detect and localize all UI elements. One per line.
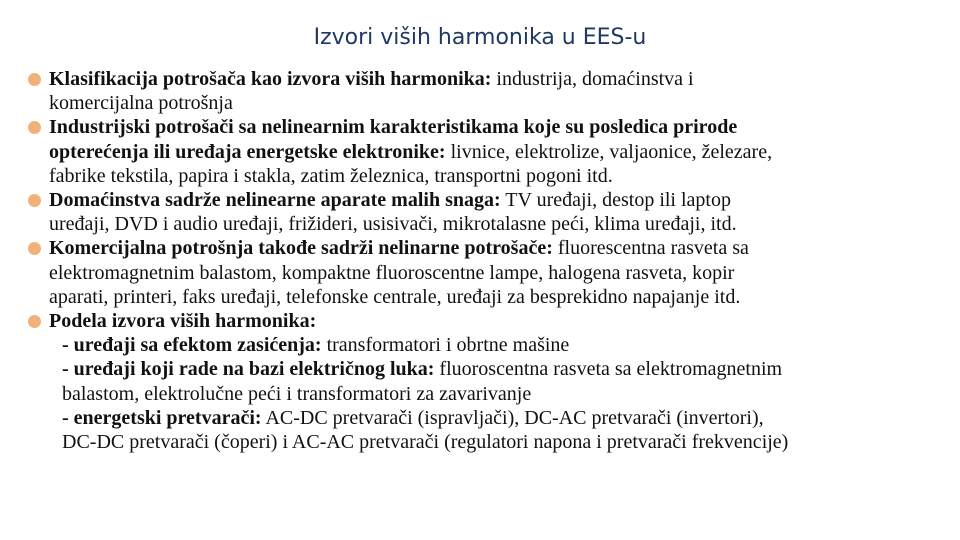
sub-item-bold-text: - uređaji koji rade na bazi električnog luka: [62, 358, 435, 381]
bullet-bold-text: Domaćinstva sadrže nelinearne aparate malih snaga: [49, 189, 501, 212]
bullet-continuation: aparati, printeri, faks uređaji, telefonske centrale, uređaji za besprekidno napajanje itd. [49, 285, 741, 308]
sub-item-continuation: balastom, elektrolučne peći i transformatori za zavarivanje [62, 382, 532, 405]
bullet-bold-text: Podela izvora viših harmonika: [49, 310, 317, 333]
bullet-dot-icon [28, 73, 41, 86]
bullet-dot-icon [28, 242, 41, 255]
slide-title: Izvori viših harmonika u EES-u [313, 25, 647, 50]
bullet-line [49, 188, 948, 212]
sub-item-continuation: DC-DC pretvarači (čoperi) i AC-AC pretvarači (regulatori napona i pretvarači frekvencije) [62, 431, 789, 454]
sub-item-text: transformatori i obrtne mašine [321, 334, 570, 357]
bullet-text: fluorescentna rasveta sa [552, 237, 749, 260]
bullet-item-households [28, 188, 948, 236]
bullet-text: industrija, domaćinstva i [491, 68, 694, 90]
bullet-item-division [28, 309, 948, 333]
bullet-item-industrial [28, 115, 948, 188]
sub-item-text: AC-DC pretvarači (ispravljači), DC-AC pretvarači (invertori), [261, 406, 764, 429]
sub-item-saturation [28, 333, 948, 357]
bullet-line [49, 115, 948, 139]
bullet-line [49, 309, 948, 333]
bullet-line [49, 67, 948, 91]
bullet-bold-text: Industrijski potrošači sa nelinearnim karakteristikama koje su posledica prirode [49, 116, 738, 139]
bullet-continuation: elektromagnetnim balastom, kompaktne fluoroscentne lampe, halogena rasveta, kopir [49, 261, 735, 284]
bullet-bold-text: Komercijalna potrošnja takođe sadrži nelinarne potrošače: [49, 237, 553, 260]
sub-item-converters [28, 406, 948, 430]
bullet-dot-icon [28, 315, 41, 328]
bullet-item-classification [28, 67, 948, 115]
bullet-continuation: komercijalna potrošnja [49, 92, 233, 115]
sub-item-electric-arc [28, 357, 948, 381]
bullet-dot-icon [28, 194, 41, 207]
bullet-continuation: fabrike tekstila, papira i stakla, zatim železnica, transportni pogoni itd. [49, 164, 613, 187]
bullet-continuation: uređaji, DVD i audio uređaji, frižideri, usisivači, mikrotalasne peći, klima uređaji, itd. [49, 213, 737, 236]
bullet-line [49, 236, 948, 260]
sub-item-bold-text: - energetski pretvarači: [62, 406, 262, 429]
bullet-text: TV uređaji, destop ili laptop [500, 189, 731, 212]
bullet-bold-text: opterećenja ili uređaja energetske elektronike: [49, 140, 446, 163]
sub-item-bold-text: - uređaji sa efektom zasićenja: [62, 334, 322, 357]
bullet-item-commercial [28, 236, 948, 309]
bullet-line [49, 140, 948, 164]
slide-content [28, 67, 948, 454]
sub-item-text: fluoroscentna rasveta sa elektromagnetnim [434, 358, 783, 381]
bullet-bold-text: Klasifikacija potrošača kao izvora viših harmonika: [49, 68, 492, 90]
bullet-text: livnice, elektrolize, valjaonice, železare, [445, 140, 773, 163]
bullet-dot-icon [28, 121, 41, 134]
